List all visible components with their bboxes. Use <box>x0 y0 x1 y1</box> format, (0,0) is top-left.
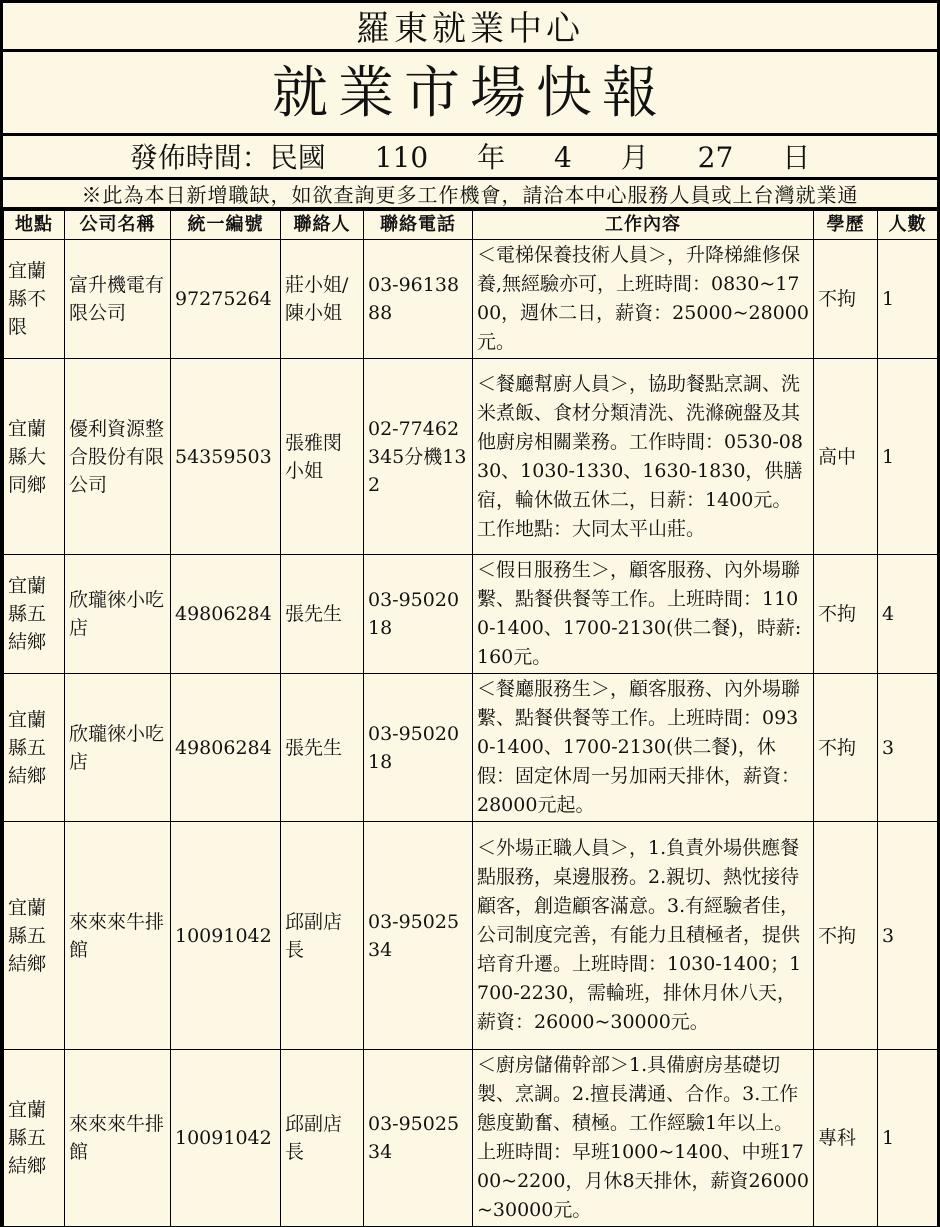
date-day: 27 <box>697 141 734 174</box>
cell-location: 宜蘭縣五結鄉 <box>4 1050 65 1227</box>
cell-education: 不拘 <box>814 822 878 1050</box>
cell-phone: 03-9613888 <box>364 240 473 359</box>
cell-location: 宜蘭縣不限 <box>4 240 65 359</box>
cell-education: 高中 <box>814 359 878 555</box>
cell-location: 宜蘭縣五結鄉 <box>4 555 65 674</box>
cell-content: ＜餐廳服務生＞，顧客服務、內外場聯繫、點餐供餐等工作。上班時間：0930-1400、1700-2130(供二餐)，休假：固定休周一另加兩天排休，薪資：28000元起。 <box>473 674 814 822</box>
publish-date <box>3 136 937 180</box>
cell-company: 富升機電有限公司 <box>65 240 171 359</box>
page-title: 就業市場快報 <box>3 52 937 136</box>
cell-contact: 張先生 <box>281 555 364 674</box>
date-prefix: 發佈時間：民國 <box>129 141 326 174</box>
cell-education: 不拘 <box>814 674 878 822</box>
col-location: 地點 <box>4 211 65 240</box>
cell-phone: 02-77462345分機132 <box>364 359 473 555</box>
cell-tax-id: 49806284 <box>171 555 281 674</box>
col-content: 工作內容 <box>473 211 814 240</box>
date-month-unit: 月 <box>620 141 649 174</box>
cell-contact: 張先生 <box>281 674 364 822</box>
table-header-row <box>4 211 938 240</box>
table-row <box>4 359 938 555</box>
cell-company: 來來來牛排館 <box>65 1050 171 1227</box>
date-year: 110 <box>374 141 429 174</box>
cell-company: 欣瓏徠小吃店 <box>65 674 171 822</box>
cell-content: ＜外場正職人員＞，1.負責外場供應餐點服務，桌邊服務。2.親切、熱忱接待顧客，創造顧客滿意。3.有經驗者佳，公司制度完善，有能力且積極者，提供培育升遷。上班時間：1030-1400；1700-2230，需輪班，排休月休八天，薪資：26000~30000元。 <box>473 822 814 1050</box>
cell-count: 3 <box>878 674 938 822</box>
cell-count: 3 <box>878 822 938 1050</box>
cell-contact: 莊小姐/陳小姐 <box>281 240 364 359</box>
cell-content: ＜餐廳幫廚人員＞，協助餐點烹調、洗米煮飯、食材分類清洗、洗滌碗盤及其他廚房相關業務。工作時間：0530-0830、1030-1330、1630-1830，供膳宿，輪休做五休二，日薪：1400元。工作地點：大同太平山莊。 <box>473 359 814 555</box>
table-row <box>4 555 938 674</box>
job-table <box>3 210 938 1227</box>
col-contact: 聯絡人 <box>281 211 364 240</box>
cell-contact: 邱副店長 <box>281 822 364 1050</box>
cell-location: 宜蘭縣五結鄉 <box>4 822 65 1050</box>
cell-phone: 03-9502018 <box>364 555 473 674</box>
cell-count: 4 <box>878 555 938 674</box>
cell-tax-id: 49806284 <box>171 674 281 822</box>
cell-contact: 邱副店長 <box>281 1050 364 1227</box>
cell-education: 不拘 <box>814 555 878 674</box>
cell-company: 來來來牛排館 <box>65 822 171 1050</box>
cell-phone: 03-9502534 <box>364 1050 473 1227</box>
table-row <box>4 240 938 359</box>
table-row <box>4 674 938 822</box>
cell-company: 優利資源整合股份有限公司 <box>65 359 171 555</box>
cell-content: ＜電梯保養技術人員＞，升降梯維修保養,無經驗亦可，上班時間：0830~1700，週休二日，薪資：25000~28000元。 <box>473 240 814 359</box>
cell-education: 不拘 <box>814 240 878 359</box>
cell-count: 1 <box>878 1050 938 1227</box>
col-phone: 聯絡電話 <box>364 211 473 240</box>
col-education: 學歷 <box>814 211 878 240</box>
center-name: 羅東就業中心 <box>3 0 937 52</box>
cell-count: 1 <box>878 359 938 555</box>
cell-tax-id: 54359503 <box>171 359 281 555</box>
cell-location: 宜蘭縣大同鄉 <box>4 359 65 555</box>
col-count: 人數 <box>878 211 938 240</box>
cell-tax-id: 97275264 <box>171 240 281 359</box>
cell-company: 欣瓏徠小吃店 <box>65 555 171 674</box>
notice: ※此為本日新增職缺，如欲查詢更多工作機會，請洽本中心服務人員或上台灣就業通 <box>3 180 937 210</box>
cell-location: 宜蘭縣五結鄉 <box>4 674 65 822</box>
cell-phone: 03-9502534 <box>364 822 473 1050</box>
cell-phone: 03-9502018 <box>364 674 473 822</box>
table-row <box>4 822 938 1050</box>
cell-contact: 張雅閔小姐 <box>281 359 364 555</box>
col-tax-id: 統一編號 <box>171 211 281 240</box>
cell-count: 1 <box>878 240 938 359</box>
cell-tax-id: 10091042 <box>171 822 281 1050</box>
date-day-unit: 日 <box>782 141 811 174</box>
cell-education: 專科 <box>814 1050 878 1227</box>
col-company: 公司名稱 <box>65 211 171 240</box>
date-month: 4 <box>553 141 572 174</box>
cell-content: ＜廚房儲備幹部＞1.具備廚房基礎切製、烹調。2.擅長溝通、合作。3.工作態度勤奮、積極。工作經驗1年以上。上班時間：早班1000~1400、中班1700~2200，月休8天排休，薪資26000~30000元。 <box>473 1050 814 1227</box>
date-year-unit: 年 <box>477 141 506 174</box>
cell-tax-id: 10091042 <box>171 1050 281 1227</box>
cell-content: ＜假日服務生＞，顧客服務、內外場聯繫、點餐供餐等工作。上班時間：1100-1400、1700-2130(供二餐)，時薪:160元。 <box>473 555 814 674</box>
